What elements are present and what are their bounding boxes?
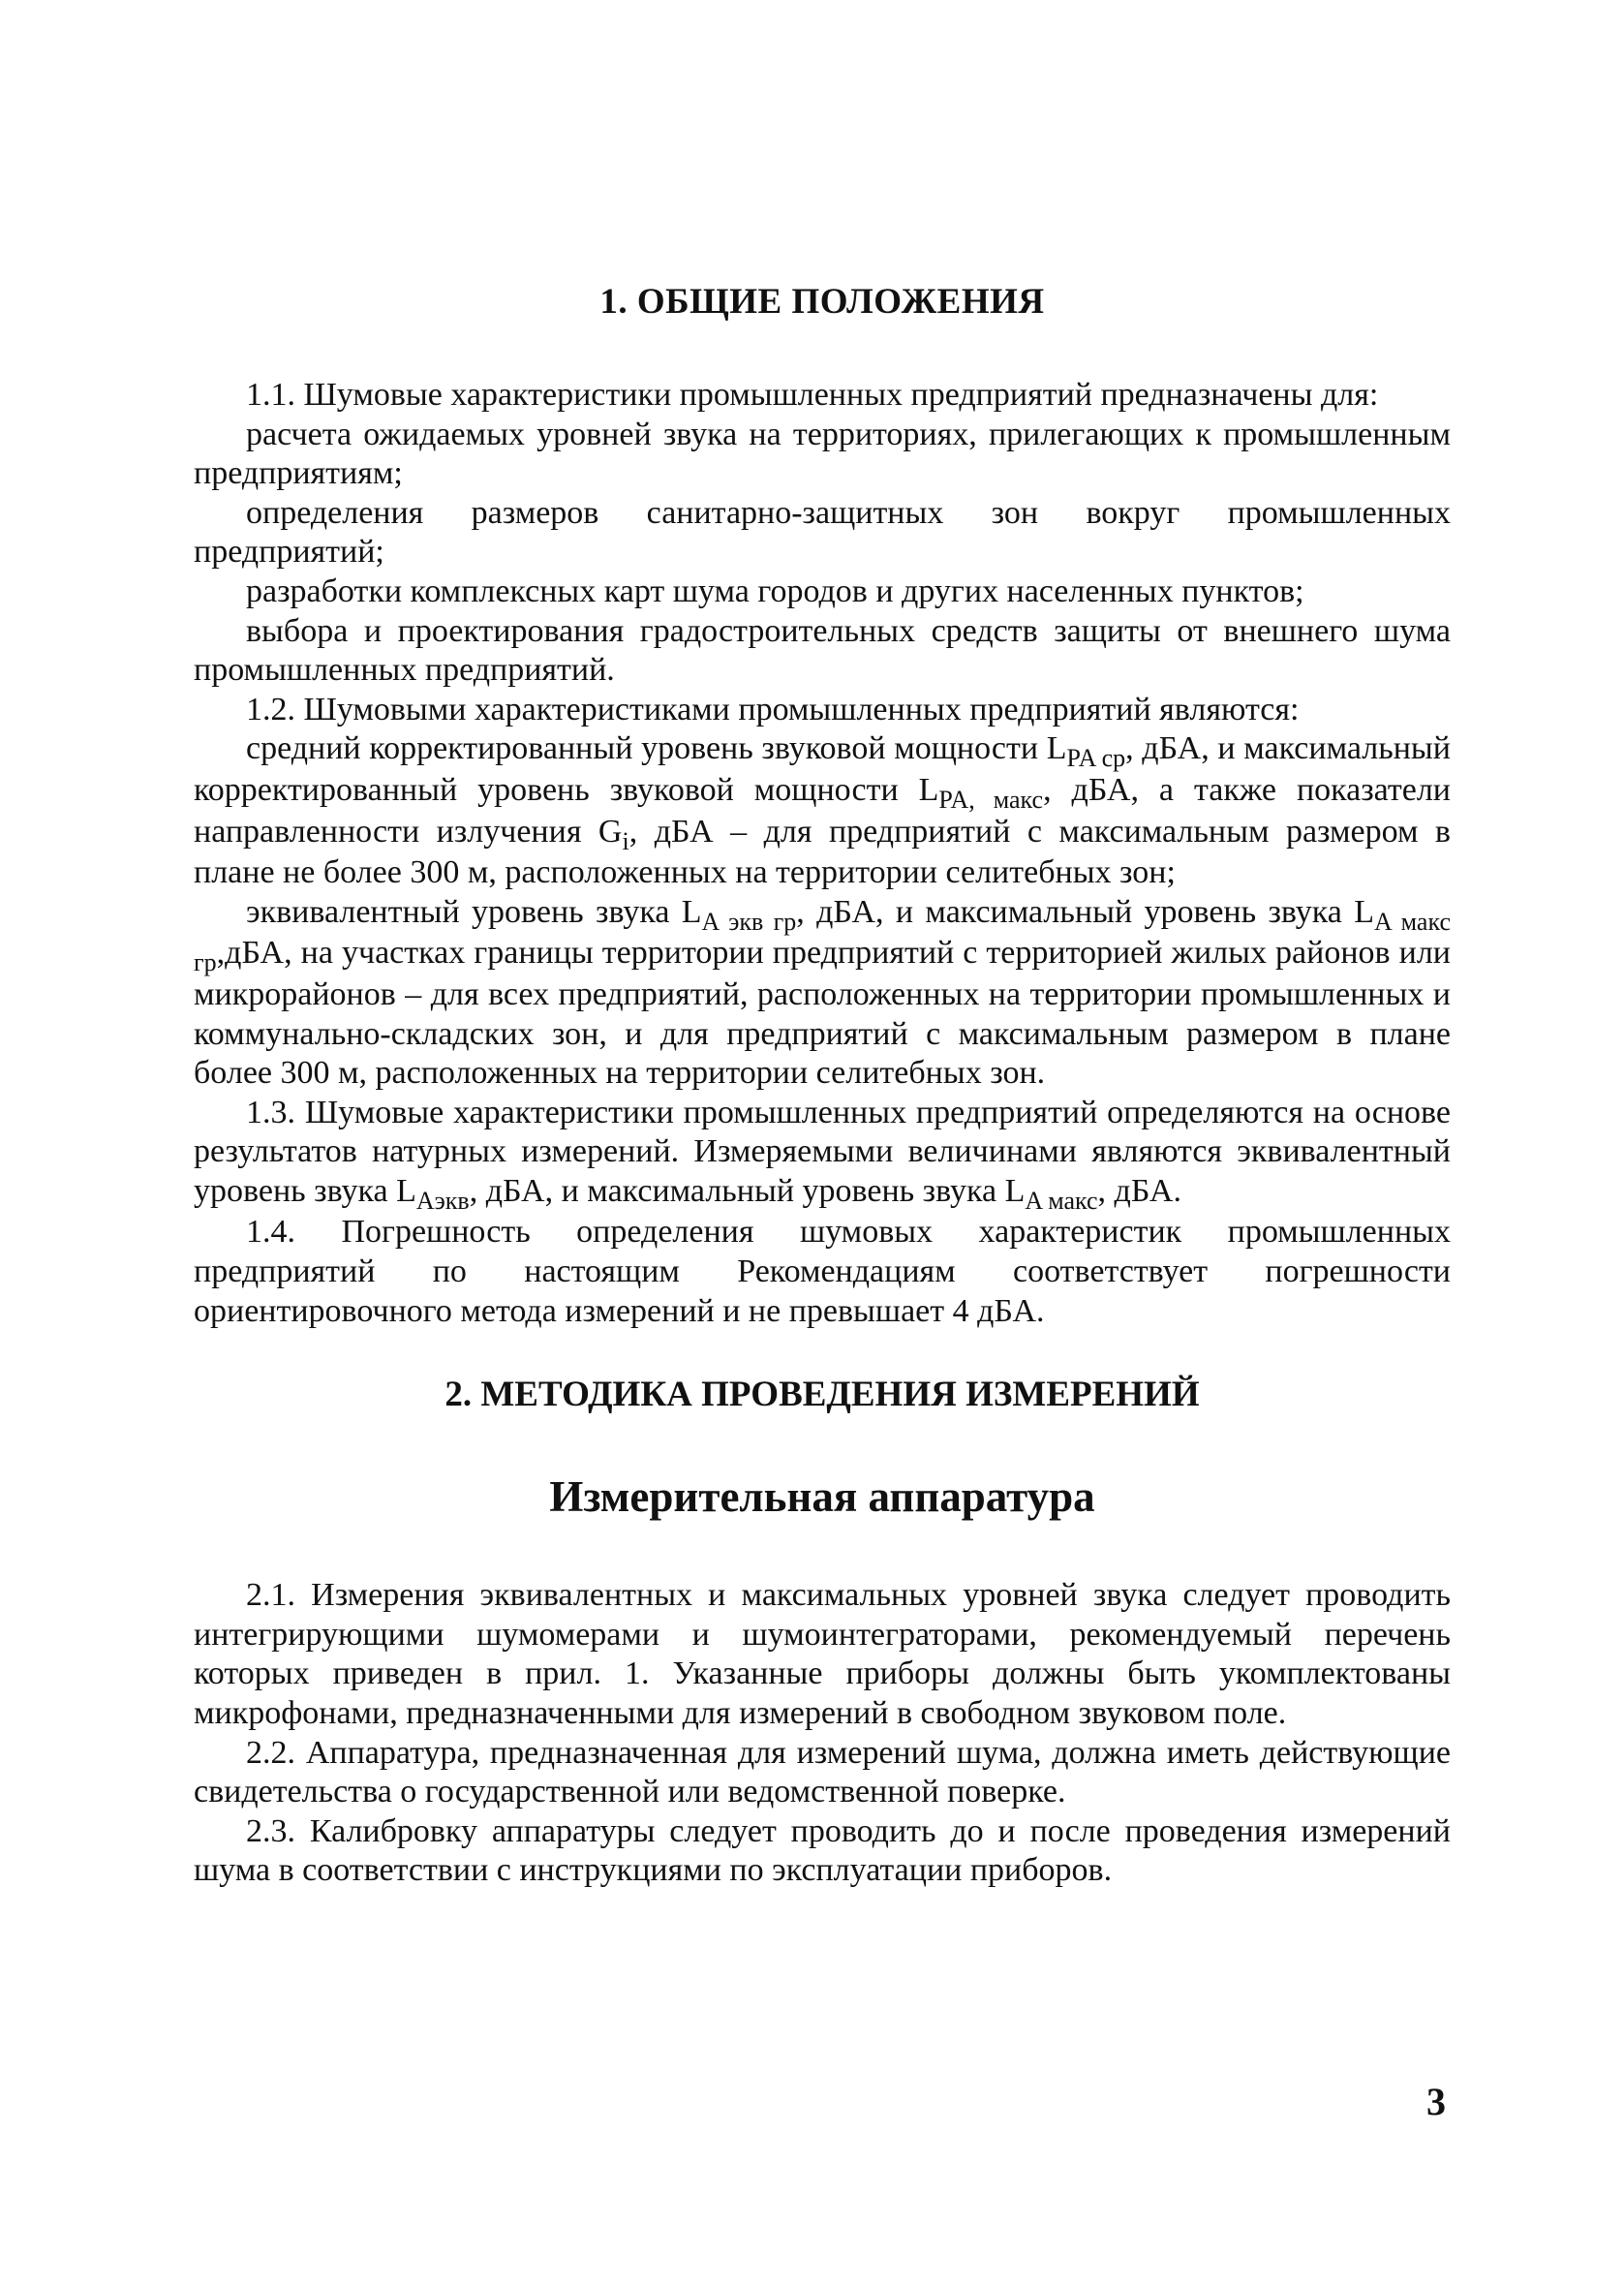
paragraph-1-1-item-d: выбора и проектирования градостроительных средств защиты от внешнего шума промышленных предприятий. xyxy=(194,612,1451,689)
document-page xyxy=(194,281,1451,1891)
paragraph-1-1-item-c: разработки комплексных карт шума городов и других населенных пунктов; xyxy=(246,572,1304,609)
subscript: A макс xyxy=(1025,1186,1098,1215)
subscript: Aэкв xyxy=(415,1186,470,1215)
paragraph-2-1: 2.1. Измерения эквивалентных и максимальных уровней звука следует проводить интегрирующими шумомерами и шумоинтеграторами, рекомендуемый перечень которых приведен в прил. 1. Указанные приборы должны быть укомплектованы микрофонами, предназначенными для измерений в свободном звуковом поле. xyxy=(194,1577,1451,1732)
paragraph-1-2: 1.2. Шумовыми характеристиками промышленных предприятий являются: xyxy=(246,691,1300,727)
paragraph-1-3 xyxy=(194,1094,1451,1214)
text-run: , дБА – для предприятий с максимальным размером в плане не более 300 м, расположенных на территории селитебных зон; xyxy=(194,813,1451,891)
text-run: , дБА. xyxy=(1097,1172,1181,1209)
paragraph-2-2: 2.2. Аппаратура, предназначенная для измерений шума, должна иметь действующие свидетельства о государственной или ведомственной поверке. xyxy=(194,1734,1451,1810)
paragraph-1-1: 1.1. Шумовые характеристики промышленных предприятий предназначены для: xyxy=(246,377,1379,413)
subscript: A макс гр xyxy=(194,907,1452,977)
text-run: ,дБА, на участках границы территории предприятий с территорией жилых районов или микрорайонов – для всех предприятий, расположенных на территории промышленных и коммунально-складских зон, и для предприятий с максимальным размером в плане более 300 м, расположенных на территории селитебных зон. xyxy=(194,935,1451,1092)
paragraph-1-4: 1.4. Погрешность определения шумовых характеристик промышленных предприятий по настоящим Рекомендациям соответствует погрешности ориентировочного метода измерений и не превышает 4 дБА. xyxy=(194,1214,1451,1329)
paragraph-1-2-item-b xyxy=(194,893,1451,1094)
page-number: 3 xyxy=(1426,2080,1446,2123)
section-1-title: 1. ОБЩИЕ ПОЛОЖЕНИЯ xyxy=(599,282,1045,322)
paragraph-2-3: 2.3. Калибровку аппаратуры следует проводить до и после проведения измерений шума в соответствии с инструкциями по эксплуатации приборов. xyxy=(194,1812,1451,1889)
section-2-title: 2. МЕТОДИКА ПРОВЕДЕНИЯ ИЗМЕРЕНИЙ xyxy=(444,1375,1200,1415)
paragraph-1-1-item-a: расчета ожидаемых уровней звука на территориях, прилегающих к промышленным предприятиям; xyxy=(194,416,1451,492)
text-run: , дБА, и максимальный уровень звука L xyxy=(469,1172,1026,1209)
paragraph-1-1-item-b: определения размеров санитарно-защитных зон вокруг промышленных предприятий; xyxy=(194,494,1451,571)
paragraph-1-2-item-a xyxy=(194,729,1451,892)
text-run: , дБА, и максимальный корректированный уровень звуковой мощности L xyxy=(194,730,1451,808)
subscript: PA ср xyxy=(1066,744,1126,773)
subsection-title: Измерительная аппаратура xyxy=(549,1472,1095,1522)
subscript: i xyxy=(622,826,629,855)
text-run: 1.3. Шумовые характеристики промышленных предприятий определяются на основе результатов натурных измерений. Измеряемыми величинами являются эквивалентный уровень звука L xyxy=(194,1094,1451,1209)
text-run: эквивалентный уровень звука L xyxy=(246,893,702,930)
subscript: A экв гр xyxy=(701,907,797,936)
subscript: PA, макс xyxy=(938,785,1044,814)
text-run: средний корректированный уровень звуковой мощности L xyxy=(246,730,1067,767)
text-run: , дБА, и максимальный уровень звука L xyxy=(796,893,1374,930)
text-run: , дБА, а также показатели направленности излучения G xyxy=(194,771,1452,850)
